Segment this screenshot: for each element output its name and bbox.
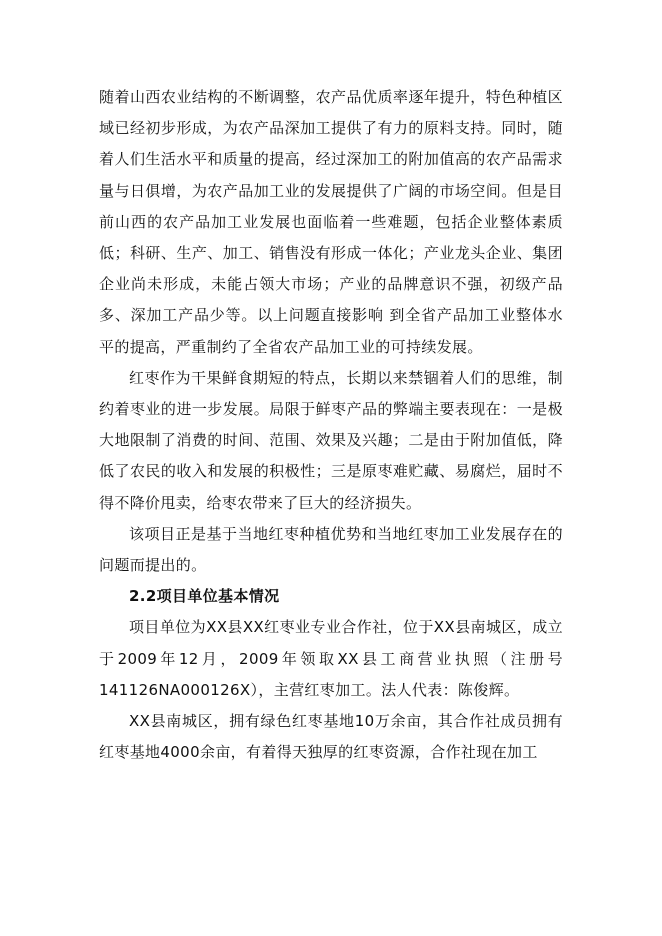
- paragraph-jujube-limitations: 红枣作为干果鲜食期短的特点，长期以来禁锢着人们的思维，制约着枣业的进一步发展。局限于鲜枣产品的弊端主要表现在：一是极大地限制了消费的时间、范围、效果及兴趣；二是由于附加值低，降低了农民的收入和发展的积极性；三是原枣难贮藏、易腐烂，届时不得不降价甩卖，给枣农带来了巨大的经济损失。: [99, 368, 563, 512]
- paragraph-agriculture-background: 随着山西农业结构的不断调整，农产品优质率逐年提升，特色种植区域已经初步形成，为农产品深加工提供了有力的原料支持。同时，随着人们生活水平和质量的提高，经过深加工的附加值高的农产品需求量与日俱增，为农产品加工业的发展提供了广阔的市场空间。但是目前山西的农产品加工业发展也面临着一些难题，包括企业整体素质低；科研、生产、加工、销售没有形成一体化；产业龙头企业、集团企业尚未形成，未能占领大市场；产业的品牌意识不强，初级产品多、深加工产品少等。以上问题直接影响 到全省产品加工业整体水平的提高，严重制约了全省农产品加工业的可持续发展。: [99, 88, 563, 356]
- paragraph-jujube-base: XX县南城区，拥有绿色红枣基地10万余亩，其合作社成员拥有红枣基地4000余亩，有着得天独厚的红枣资源，合作社现在加工: [99, 712, 563, 762]
- document-body: [99, 82, 563, 768]
- paragraph-project-unit-info: 项目单位为XX县XX红枣业专业合作社，位于XX县南城区，成立于2009年12月，2009年领取XX县工商营业执照（注册号141126NA000126X），主营红枣加工。法人代表：陈俊辉。: [99, 618, 563, 699]
- paragraph-project-basis: 该项目正是基于当地红枣种植优势和当地红枣加工业发展存在的问题而提出的。: [99, 524, 563, 575]
- section-heading-project-unit: 2.2项目单位基本情况: [129, 587, 280, 606]
